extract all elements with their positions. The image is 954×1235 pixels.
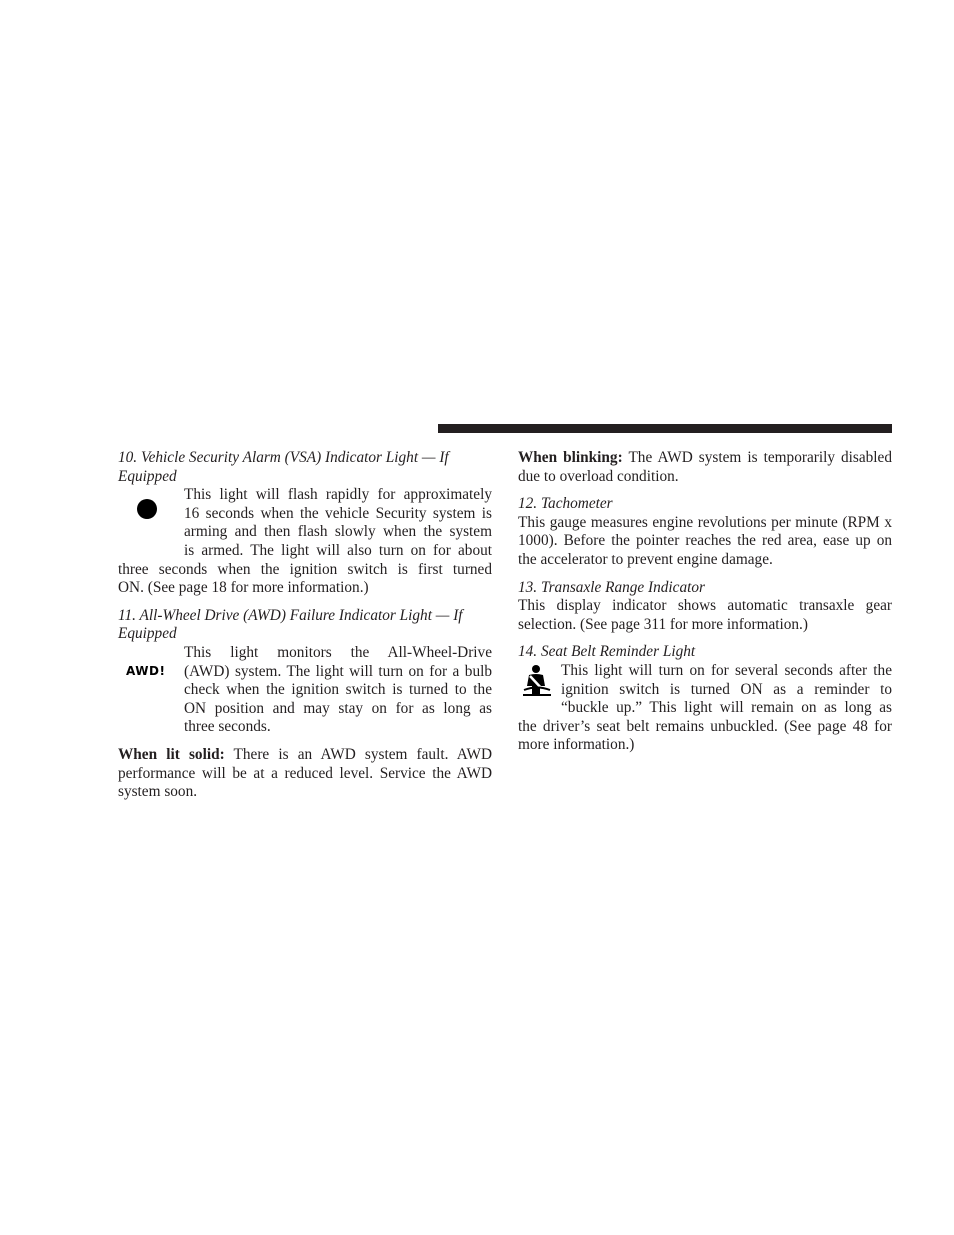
text-line: ON position and may stay on for as long as [184,699,492,717]
right-column [518,449,892,755]
seat-belt-icon [520,664,554,698]
text-line: three seconds. [184,718,271,736]
seat-belt-indented-text [561,662,892,718]
text-line: ignition switch is turned ON as a reminder to [561,680,892,698]
awd-indented-text [184,644,492,737]
heading-seat-belt: 14. Seat Belt Reminder Light [518,643,696,661]
heading-vsa-indicator: 10. Vehicle Security Alarm (VSA) Indicator Light — If Equipped [118,449,449,485]
text-line: is armed. The light will also turn on for about [184,541,492,559]
text-line: more information.) [518,736,635,754]
seat-belt-full-text [518,718,892,755]
blink-label: When blinking: [518,449,623,466]
text-line: three seconds when the ignition switch is first turned [118,560,492,578]
heading-transaxle-range: 13. Transaxle Range Indicator [518,578,705,596]
text-line: ON. (See page 18 for more information.) [118,579,369,597]
vsa-block [118,486,492,598]
awd-block [118,644,492,737]
text-line: This light monitors the All-Wheel-Drive [184,643,492,661]
awd-solid-paragraph [118,746,492,802]
transaxle-text: This display indicator shows automatic transaxle gear selection. (See page 311 for more information.) [518,597,892,633]
vsa-indented-text [184,486,492,560]
text-line: 16 seconds when the vehicle Security system is [184,504,492,522]
text-line: check when the ignition switch is turned to the [184,681,492,699]
heading-awd-indicator: 11. All-Wheel Drive (AWD) Failure Indicator Light — If Equipped [118,606,463,643]
section-rule [438,424,892,433]
seat-belt-block [518,662,892,755]
blink-text: The AWD system is temporarily disabled due to overload condition. [518,449,892,485]
solid-label: When lit solid: [118,745,225,763]
text-line: arming and then flash slowly when the system [184,523,492,541]
left-column [118,449,492,802]
solid-text: There is an AWD system fault. AWD performance will be at a reduced level. Service the AWD system soon. [118,745,492,801]
text-line: (AWD) system. The light will turn on for a bulb [184,662,492,680]
vsa-full-text [118,561,492,598]
heading-tachometer: 12. Tachometer [518,495,613,513]
text-line: the driver’s seat belt remains unbuckled. (See page 48 for [518,717,892,735]
awd-blinking-paragraph [518,449,892,486]
awd-warning-icon: AWD! [126,663,166,678]
text-line: This light will flash rapidly for approximately [184,486,492,504]
tachometer-text: This gauge measures engine revolutions per minute (RPM x 1000). Before the pointer reaches the red area, ease up on the accelerator to prevent engine damage. [518,513,892,568]
text-line: This light will turn on for several seconds after the [561,661,892,679]
text-line: “buckle up.” This light will remain on as long as [561,699,892,717]
security-alarm-dot-icon [137,499,157,519]
